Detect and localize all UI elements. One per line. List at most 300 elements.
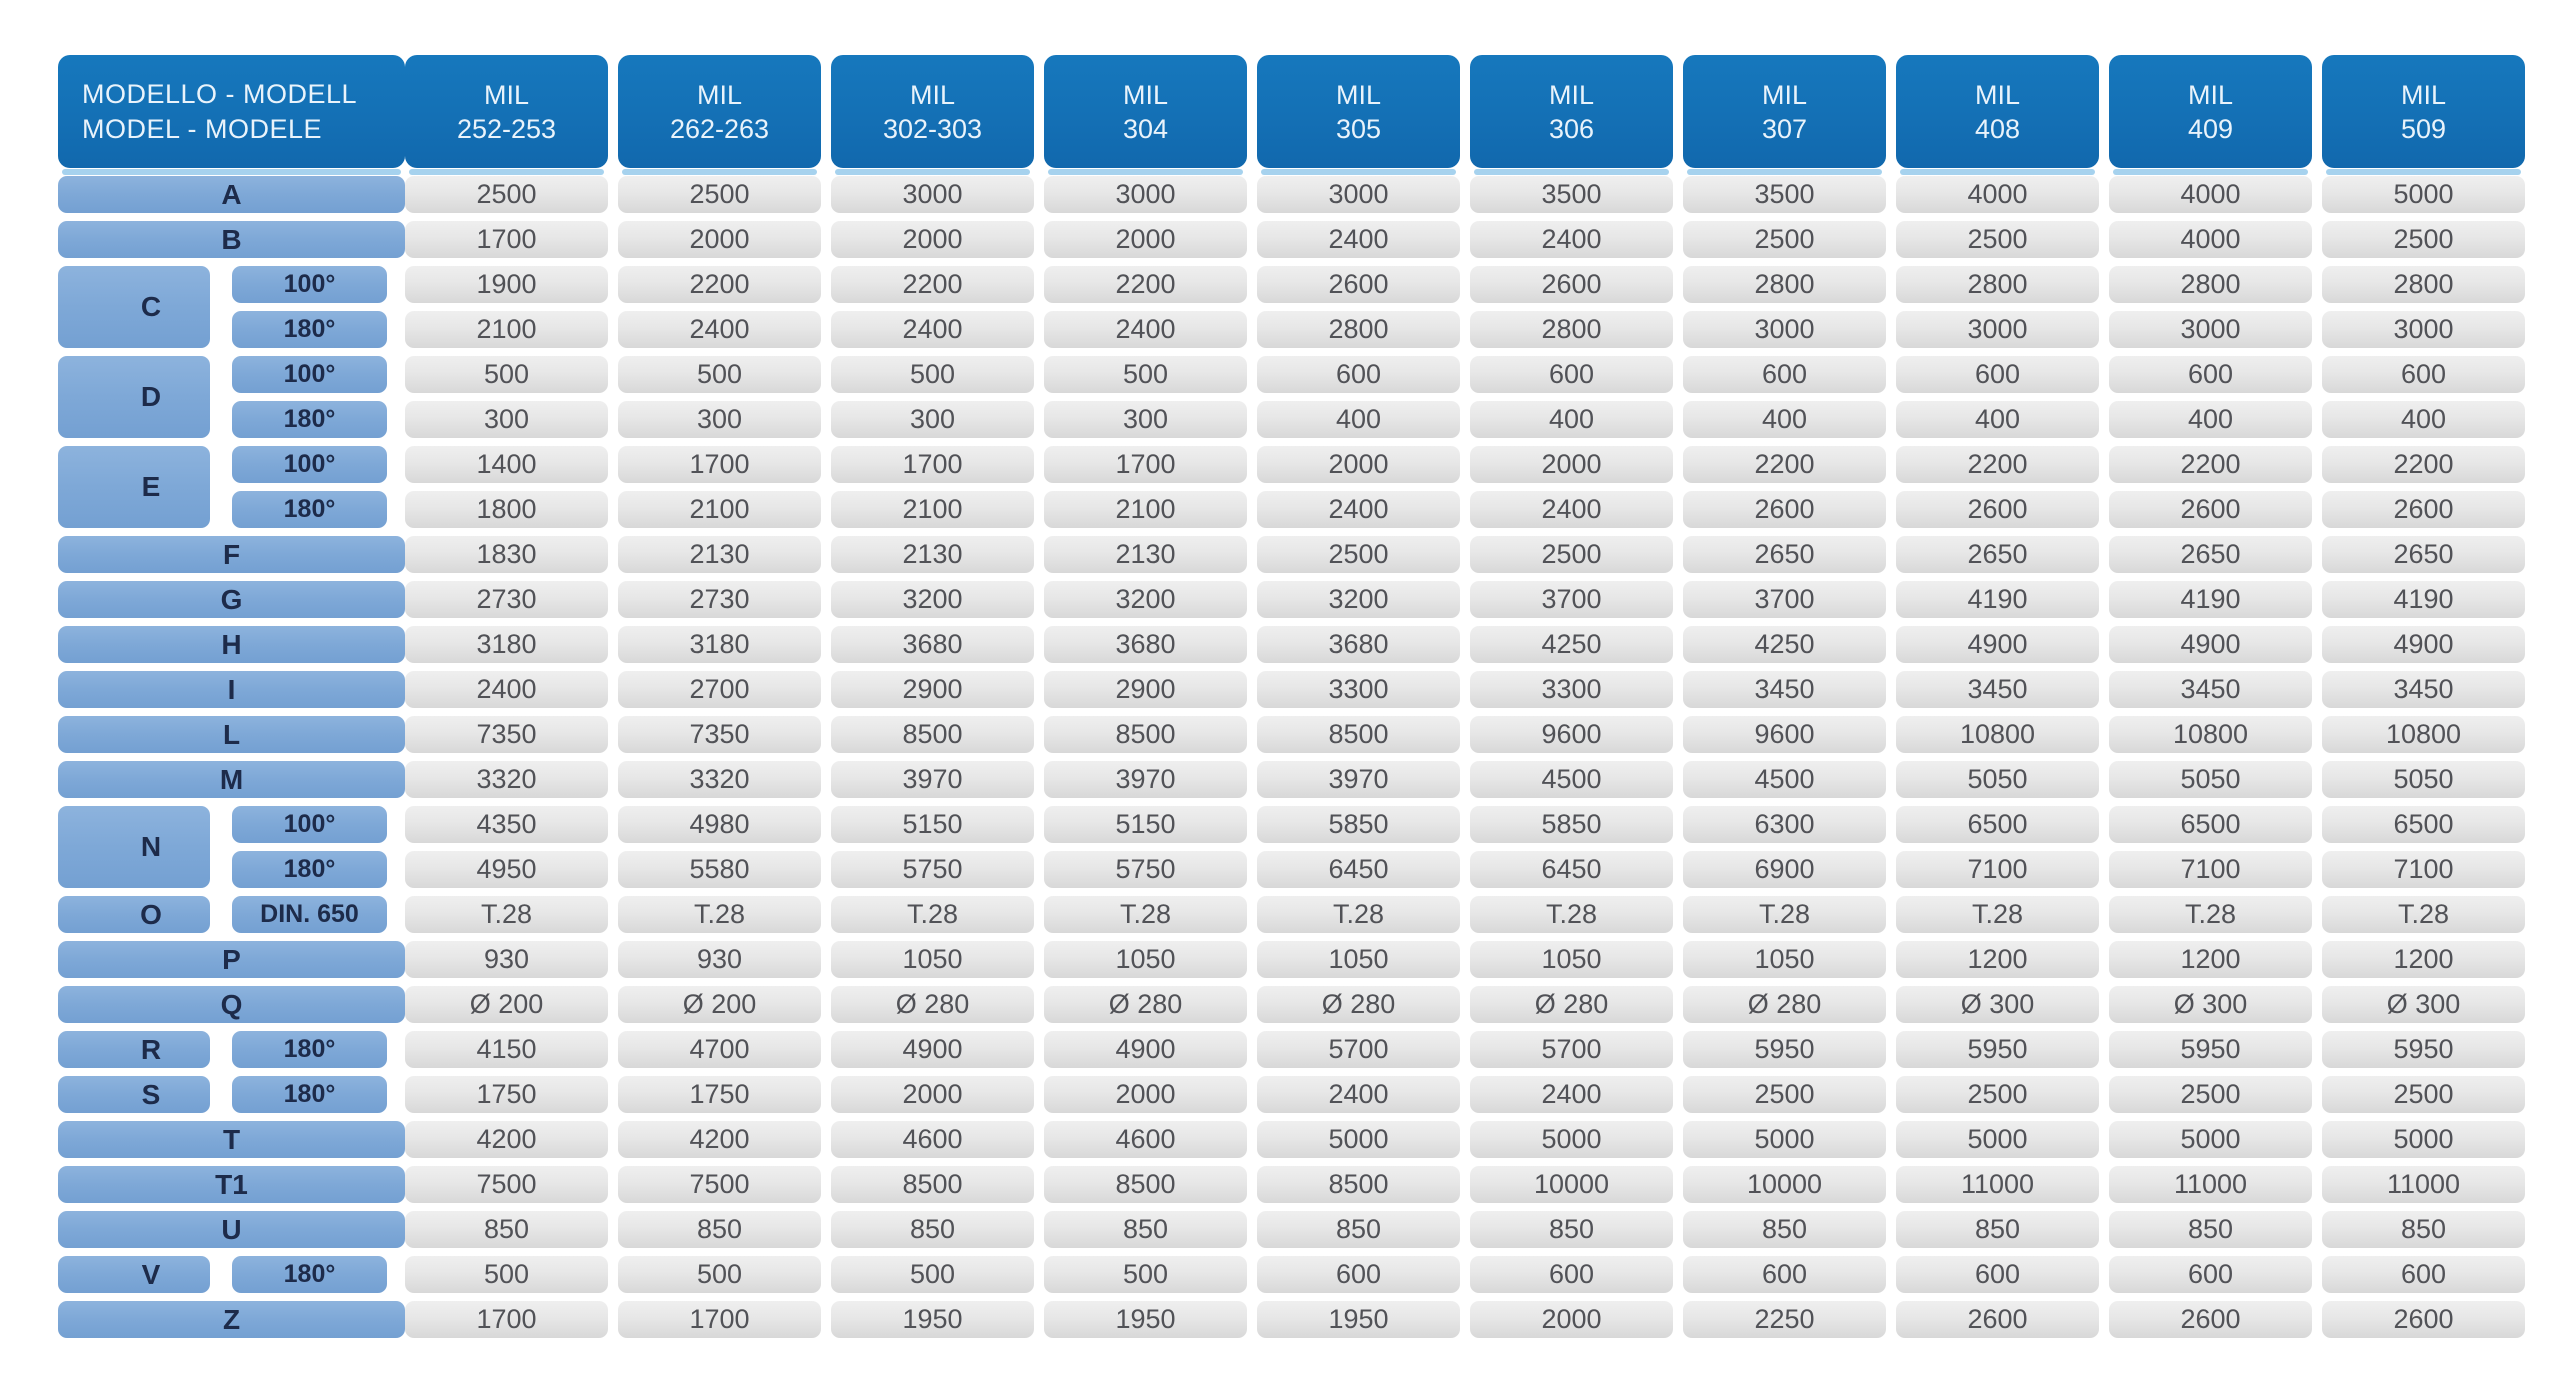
- data-cell: 2800: [1470, 311, 1673, 348]
- data-cell: 2600: [1683, 491, 1886, 528]
- data-cell: 600: [2109, 356, 2312, 393]
- column-header-line2: 262-263: [669, 113, 770, 144]
- data-cell: 2000: [1044, 221, 1247, 258]
- data-cell: 2400: [1470, 491, 1673, 528]
- column-header: [1683, 55, 1886, 168]
- data-cell: 8500: [1044, 716, 1247, 753]
- column-header: [831, 55, 1034, 168]
- data-cell: 4150: [405, 1031, 608, 1068]
- data-cell: 2900: [831, 671, 1034, 708]
- data-cell: 2250: [1683, 1301, 1886, 1338]
- data-cell: 4900: [831, 1031, 1034, 1068]
- data-cell: 500: [618, 356, 821, 393]
- data-cell: 5000: [2322, 1121, 2525, 1158]
- model-header-line1: MODELLO - MODELL: [82, 78, 358, 109]
- data-cell: 5950: [1683, 1031, 1886, 1068]
- data-cell: 10000: [1470, 1166, 1673, 1203]
- column-header-line1: MIL: [1548, 79, 1594, 110]
- data-cell: 2400: [618, 311, 821, 348]
- column-header-line1: MIL: [909, 79, 955, 110]
- data-cell: T.28: [2322, 896, 2525, 933]
- row-sub-label: 100°: [232, 266, 387, 303]
- data-cell: Ø 300: [2109, 986, 2312, 1023]
- data-cell: 7350: [618, 716, 821, 753]
- data-cell: Ø 280: [1683, 986, 1886, 1023]
- column-header: [2322, 55, 2525, 168]
- data-cell: 6500: [2109, 806, 2312, 843]
- data-cell: 5850: [1470, 806, 1673, 843]
- row-group-label: R: [58, 1031, 210, 1068]
- data-cell: 1700: [405, 221, 608, 258]
- data-cell: 1200: [1896, 941, 2099, 978]
- data-cell: 850: [1896, 1211, 2099, 1248]
- data-cell: 5000: [2322, 176, 2525, 213]
- data-cell: 3450: [1683, 671, 1886, 708]
- data-cell: 8500: [831, 1166, 1034, 1203]
- data-cell: T.28: [1470, 896, 1673, 933]
- data-cell: 2650: [1896, 536, 2099, 573]
- row-sub-label: 100°: [232, 806, 387, 843]
- data-cell: 1750: [618, 1076, 821, 1113]
- column-header-line1: MIL: [1335, 79, 1381, 110]
- column-header-line2: 302-303: [882, 113, 983, 144]
- data-cell: 5000: [1470, 1121, 1673, 1158]
- data-cell: 2500: [2109, 1076, 2312, 1113]
- data-cell: T.28: [1896, 896, 2099, 933]
- data-cell: 2400: [1470, 221, 1673, 258]
- data-cell: 2700: [618, 671, 821, 708]
- data-cell: 1200: [2109, 941, 2312, 978]
- column-header: [1044, 55, 1247, 168]
- data-cell: 600: [1257, 356, 1460, 393]
- data-cell: 6500: [1896, 806, 2099, 843]
- data-cell: 2200: [2322, 446, 2525, 483]
- data-cell: 2400: [831, 311, 1034, 348]
- data-cell: 2100: [1044, 491, 1247, 528]
- data-cell: 300: [405, 401, 608, 438]
- data-cell: 2000: [618, 221, 821, 258]
- data-cell: 500: [618, 1256, 821, 1293]
- data-cell: 3320: [618, 761, 821, 798]
- data-cell: 7500: [405, 1166, 608, 1203]
- data-cell: Ø 280: [1470, 986, 1673, 1023]
- data-cell: 5150: [1044, 806, 1247, 843]
- column-header-line2: 409: [2187, 113, 2234, 144]
- data-cell: 3000: [2109, 311, 2312, 348]
- data-cell: 850: [2322, 1211, 2525, 1248]
- data-cell: 1700: [831, 446, 1034, 483]
- data-cell: 10000: [1683, 1166, 1886, 1203]
- data-cell: 500: [831, 1256, 1034, 1293]
- row-label: I: [58, 671, 405, 708]
- data-cell: 4950: [405, 851, 608, 888]
- data-cell: 3180: [405, 626, 608, 663]
- data-cell: 3450: [2109, 671, 2312, 708]
- data-cell: 2600: [2322, 1301, 2525, 1338]
- data-cell: 400: [2322, 401, 2525, 438]
- data-cell: 2600: [2109, 1301, 2312, 1338]
- data-cell: 5050: [1896, 761, 2099, 798]
- data-cell: 3700: [1683, 581, 1886, 618]
- data-cell: 4190: [1896, 581, 2099, 618]
- data-cell: 6450: [1257, 851, 1460, 888]
- data-cell: 3000: [1044, 176, 1247, 213]
- data-cell: 2500: [618, 176, 821, 213]
- model-header-cell: [58, 55, 405, 168]
- data-cell: 5150: [831, 806, 1034, 843]
- data-cell: 500: [831, 356, 1034, 393]
- data-cell: 3200: [831, 581, 1034, 618]
- data-cell: 3320: [405, 761, 608, 798]
- data-cell: 1800: [405, 491, 608, 528]
- data-cell: 4190: [2322, 581, 2525, 618]
- data-cell: 5950: [1896, 1031, 2099, 1068]
- data-cell: 3300: [1257, 671, 1460, 708]
- data-cell: 2100: [618, 491, 821, 528]
- data-cell: 2100: [831, 491, 1034, 528]
- data-cell: 930: [405, 941, 608, 978]
- data-cell: 400: [2109, 401, 2312, 438]
- data-cell: Ø 280: [831, 986, 1034, 1023]
- data-cell: 7350: [405, 716, 608, 753]
- data-cell: 2500: [1896, 221, 2099, 258]
- data-cell: 1950: [831, 1301, 1034, 1338]
- column-header-line2: 305: [1335, 113, 1382, 144]
- column-header-line1: MIL: [2187, 79, 2233, 110]
- data-cell: 300: [618, 401, 821, 438]
- data-cell: 6450: [1470, 851, 1673, 888]
- data-cell: 4600: [1044, 1121, 1247, 1158]
- data-cell: 2500: [405, 176, 608, 213]
- column-header: [618, 55, 821, 168]
- data-cell: 2800: [1257, 311, 1460, 348]
- data-cell: 11000: [2322, 1166, 2525, 1203]
- data-cell: 2600: [2322, 491, 2525, 528]
- data-cell: 2600: [2109, 491, 2312, 528]
- data-cell: Ø 200: [405, 986, 608, 1023]
- data-cell: 6500: [2322, 806, 2525, 843]
- data-cell: 8500: [1257, 1166, 1460, 1203]
- row-sub-label: 180°: [232, 491, 387, 528]
- row-label: M: [58, 761, 405, 798]
- data-cell: 5950: [2109, 1031, 2312, 1068]
- data-cell: 850: [405, 1211, 608, 1248]
- data-cell: 600: [2322, 356, 2525, 393]
- row-label: P: [58, 941, 405, 978]
- data-cell: 4350: [405, 806, 608, 843]
- data-cell: 10800: [2322, 716, 2525, 753]
- data-cell: 2200: [1683, 446, 1886, 483]
- data-cell: 600: [2322, 1256, 2525, 1293]
- data-cell: 3200: [1257, 581, 1460, 618]
- data-cell: T.28: [405, 896, 608, 933]
- data-cell: 600: [1470, 356, 1673, 393]
- row-sub-label: 180°: [232, 401, 387, 438]
- data-cell: T.28: [1044, 896, 1247, 933]
- data-cell: 1950: [1257, 1301, 1460, 1338]
- data-cell: 2500: [2322, 1076, 2525, 1113]
- data-cell: 850: [1683, 1211, 1886, 1248]
- data-cell: 2000: [831, 1076, 1034, 1113]
- data-cell: 2400: [1257, 1076, 1460, 1113]
- data-cell: 600: [1896, 356, 2099, 393]
- data-cell: 600: [1896, 1256, 2099, 1293]
- data-cell: 3500: [1683, 176, 1886, 213]
- data-cell: 2100: [405, 311, 608, 348]
- column-header-line1: MIL: [483, 79, 529, 110]
- data-cell: 1050: [1470, 941, 1673, 978]
- data-cell: 3680: [1044, 626, 1247, 663]
- row-group-label: S: [58, 1076, 210, 1113]
- data-cell: 2000: [831, 221, 1034, 258]
- data-cell: 2600: [1257, 266, 1460, 303]
- row-sub-label: 180°: [232, 1256, 387, 1293]
- data-cell: 9600: [1683, 716, 1886, 753]
- data-cell: 3680: [1257, 626, 1460, 663]
- spec-table: [58, 55, 2525, 1338]
- row-label: H: [58, 626, 405, 663]
- data-cell: 850: [1044, 1211, 1247, 1248]
- data-cell: 3970: [1257, 761, 1460, 798]
- data-cell: 2400: [405, 671, 608, 708]
- row-label: L: [58, 716, 405, 753]
- data-cell: 1700: [1044, 446, 1247, 483]
- data-cell: 4500: [1683, 761, 1886, 798]
- data-cell: 3180: [618, 626, 821, 663]
- data-cell: 2600: [1896, 1301, 2099, 1338]
- data-cell: 2130: [831, 536, 1034, 573]
- data-cell: 2500: [2322, 221, 2525, 258]
- column-header: [405, 55, 608, 168]
- column-header: [1896, 55, 2099, 168]
- data-cell: 600: [1683, 356, 1886, 393]
- data-cell: 10800: [2109, 716, 2312, 753]
- data-cell: 600: [1470, 1256, 1673, 1293]
- column-header: [2109, 55, 2312, 168]
- row-sub-label: 100°: [232, 356, 387, 393]
- row-label: A: [58, 176, 405, 213]
- data-cell: 2200: [831, 266, 1034, 303]
- data-cell: 1050: [1044, 941, 1247, 978]
- data-cell: 3300: [1470, 671, 1673, 708]
- data-cell: 850: [2109, 1211, 2312, 1248]
- data-cell: 400: [1896, 401, 2099, 438]
- row-group-label: O: [58, 896, 210, 933]
- data-cell: 2400: [1257, 221, 1460, 258]
- data-cell: 4500: [1470, 761, 1673, 798]
- column-header-line2: 252-253: [456, 113, 557, 144]
- data-cell: 4000: [1896, 176, 2099, 213]
- data-cell: 3970: [1044, 761, 1247, 798]
- row-sub-label: 180°: [232, 1076, 387, 1113]
- data-cell: 2200: [2109, 446, 2312, 483]
- data-cell: 4200: [618, 1121, 821, 1158]
- data-cell: 1050: [1257, 941, 1460, 978]
- data-cell: 4600: [831, 1121, 1034, 1158]
- data-cell: 6300: [1683, 806, 1886, 843]
- data-cell: 500: [1044, 356, 1247, 393]
- data-cell: 850: [1257, 1211, 1460, 1248]
- data-cell: 5580: [618, 851, 821, 888]
- data-cell: 11000: [2109, 1166, 2312, 1203]
- data-cell: 5700: [1257, 1031, 1460, 1068]
- data-cell: 5850: [1257, 806, 1460, 843]
- data-cell: 5700: [1470, 1031, 1673, 1068]
- column-header-line2: 509: [2400, 113, 2447, 144]
- data-cell: 2000: [1044, 1076, 1247, 1113]
- data-cell: 8500: [1044, 1166, 1247, 1203]
- data-cell: 2650: [2109, 536, 2312, 573]
- data-cell: 2500: [1257, 536, 1460, 573]
- data-cell: 3000: [2322, 311, 2525, 348]
- data-cell: 5750: [831, 851, 1034, 888]
- data-cell: 1050: [831, 941, 1034, 978]
- data-cell: T.28: [618, 896, 821, 933]
- data-cell: 2650: [2322, 536, 2525, 573]
- data-cell: 3700: [1470, 581, 1673, 618]
- row-label: T1: [58, 1166, 405, 1203]
- data-cell: 3500: [1470, 176, 1673, 213]
- data-cell: 5000: [2109, 1121, 2312, 1158]
- data-cell: 400: [1470, 401, 1673, 438]
- row-sub-label: DIN. 650: [232, 896, 387, 933]
- row-sub-label: 180°: [232, 851, 387, 888]
- data-cell: 7100: [1896, 851, 2099, 888]
- data-cell: 3200: [1044, 581, 1247, 618]
- data-cell: 2900: [1044, 671, 1247, 708]
- data-cell: 1050: [1683, 941, 1886, 978]
- column-header: [1257, 55, 1460, 168]
- row-label: G: [58, 581, 405, 618]
- data-cell: 1700: [618, 1301, 821, 1338]
- data-cell: 300: [831, 401, 1034, 438]
- data-cell: T.28: [831, 896, 1034, 933]
- data-cell: 4900: [2322, 626, 2525, 663]
- data-cell: 2000: [1470, 1301, 1673, 1338]
- data-cell: 3680: [831, 626, 1034, 663]
- data-cell: 7500: [618, 1166, 821, 1203]
- data-cell: 600: [1683, 1256, 1886, 1293]
- column-header-line2: 306: [1548, 113, 1595, 144]
- data-cell: 7100: [2109, 851, 2312, 888]
- data-cell: 2000: [1470, 446, 1673, 483]
- data-cell: 1950: [1044, 1301, 1247, 1338]
- data-cell: 4900: [1044, 1031, 1247, 1068]
- data-cell: 4980: [618, 806, 821, 843]
- data-cell: 1900: [405, 266, 608, 303]
- data-cell: 2200: [1044, 266, 1247, 303]
- data-cell: 4250: [1470, 626, 1673, 663]
- column-header-line1: MIL: [2400, 79, 2446, 110]
- data-cell: 2600: [1470, 266, 1673, 303]
- data-cell: 2130: [1044, 536, 1247, 573]
- data-cell: Ø 300: [2322, 986, 2525, 1023]
- data-cell: 8500: [831, 716, 1034, 753]
- row-label: Z: [58, 1301, 405, 1338]
- data-cell: 400: [1257, 401, 1460, 438]
- row-label: T: [58, 1121, 405, 1158]
- data-cell: T.28: [2109, 896, 2312, 933]
- data-cell: 4900: [2109, 626, 2312, 663]
- data-cell: 500: [405, 356, 608, 393]
- row-group-label: D: [58, 356, 210, 438]
- data-cell: 6900: [1683, 851, 1886, 888]
- data-cell: 3000: [1257, 176, 1460, 213]
- data-cell: 2730: [405, 581, 608, 618]
- column-header-line2: 408: [1974, 113, 2021, 144]
- model-header-line2: MODEL - MODELE: [82, 113, 323, 144]
- column-header-line1: MIL: [1974, 79, 2020, 110]
- row-label: Q: [58, 986, 405, 1023]
- data-cell: 5750: [1044, 851, 1247, 888]
- data-cell: 2400: [1044, 311, 1247, 348]
- data-cell: 500: [1044, 1256, 1247, 1293]
- data-cell: T.28: [1257, 896, 1460, 933]
- data-cell: T.28: [1683, 896, 1886, 933]
- data-cell: 5950: [2322, 1031, 2525, 1068]
- data-cell: 1200: [2322, 941, 2525, 978]
- data-cell: 1700: [405, 1301, 608, 1338]
- data-cell: 600: [2109, 1256, 2312, 1293]
- data-cell: 3000: [831, 176, 1034, 213]
- data-cell: 2500: [1896, 1076, 2099, 1113]
- data-cell: 2800: [1896, 266, 2099, 303]
- data-cell: 2800: [2109, 266, 2312, 303]
- data-cell: 4700: [618, 1031, 821, 1068]
- data-cell: 2800: [2322, 266, 2525, 303]
- data-cell: 2500: [1470, 536, 1673, 573]
- data-cell: 11000: [1896, 1166, 2099, 1203]
- data-cell: 1700: [618, 446, 821, 483]
- data-cell: 5050: [2322, 761, 2525, 798]
- data-cell: 7100: [2322, 851, 2525, 888]
- data-cell: 2650: [1683, 536, 1886, 573]
- data-cell: 2200: [618, 266, 821, 303]
- data-cell: 2800: [1683, 266, 1886, 303]
- data-cell: 850: [831, 1211, 1034, 1248]
- data-cell: 2130: [618, 536, 821, 573]
- column-header: [1470, 55, 1673, 168]
- data-cell: 4190: [2109, 581, 2312, 618]
- data-cell: 9600: [1470, 716, 1673, 753]
- data-cell: 2730: [618, 581, 821, 618]
- row-sub-label: 180°: [232, 311, 387, 348]
- data-cell: 400: [1683, 401, 1886, 438]
- row-group-label: E: [58, 446, 210, 528]
- row-sub-label: 100°: [232, 446, 387, 483]
- row-group-label: V: [58, 1256, 210, 1293]
- row-sub-label: 180°: [232, 1031, 387, 1068]
- data-cell: Ø 280: [1257, 986, 1460, 1023]
- column-header-line1: MIL: [696, 79, 742, 110]
- data-cell: 5050: [2109, 761, 2312, 798]
- data-cell: 2400: [1470, 1076, 1673, 1113]
- row-label: U: [58, 1211, 405, 1248]
- data-cell: 4250: [1683, 626, 1886, 663]
- data-cell: 3450: [1896, 671, 2099, 708]
- data-cell: 8500: [1257, 716, 1460, 753]
- data-cell: 600: [1257, 1256, 1460, 1293]
- row-label: B: [58, 221, 405, 258]
- data-cell: 2200: [1896, 446, 2099, 483]
- data-cell: 10800: [1896, 716, 2099, 753]
- data-cell: 4200: [405, 1121, 608, 1158]
- column-header-line2: 307: [1761, 113, 1808, 144]
- data-cell: 2000: [1257, 446, 1460, 483]
- data-cell: 5000: [1896, 1121, 2099, 1158]
- data-cell: 2500: [1683, 1076, 1886, 1113]
- row-label: F: [58, 536, 405, 573]
